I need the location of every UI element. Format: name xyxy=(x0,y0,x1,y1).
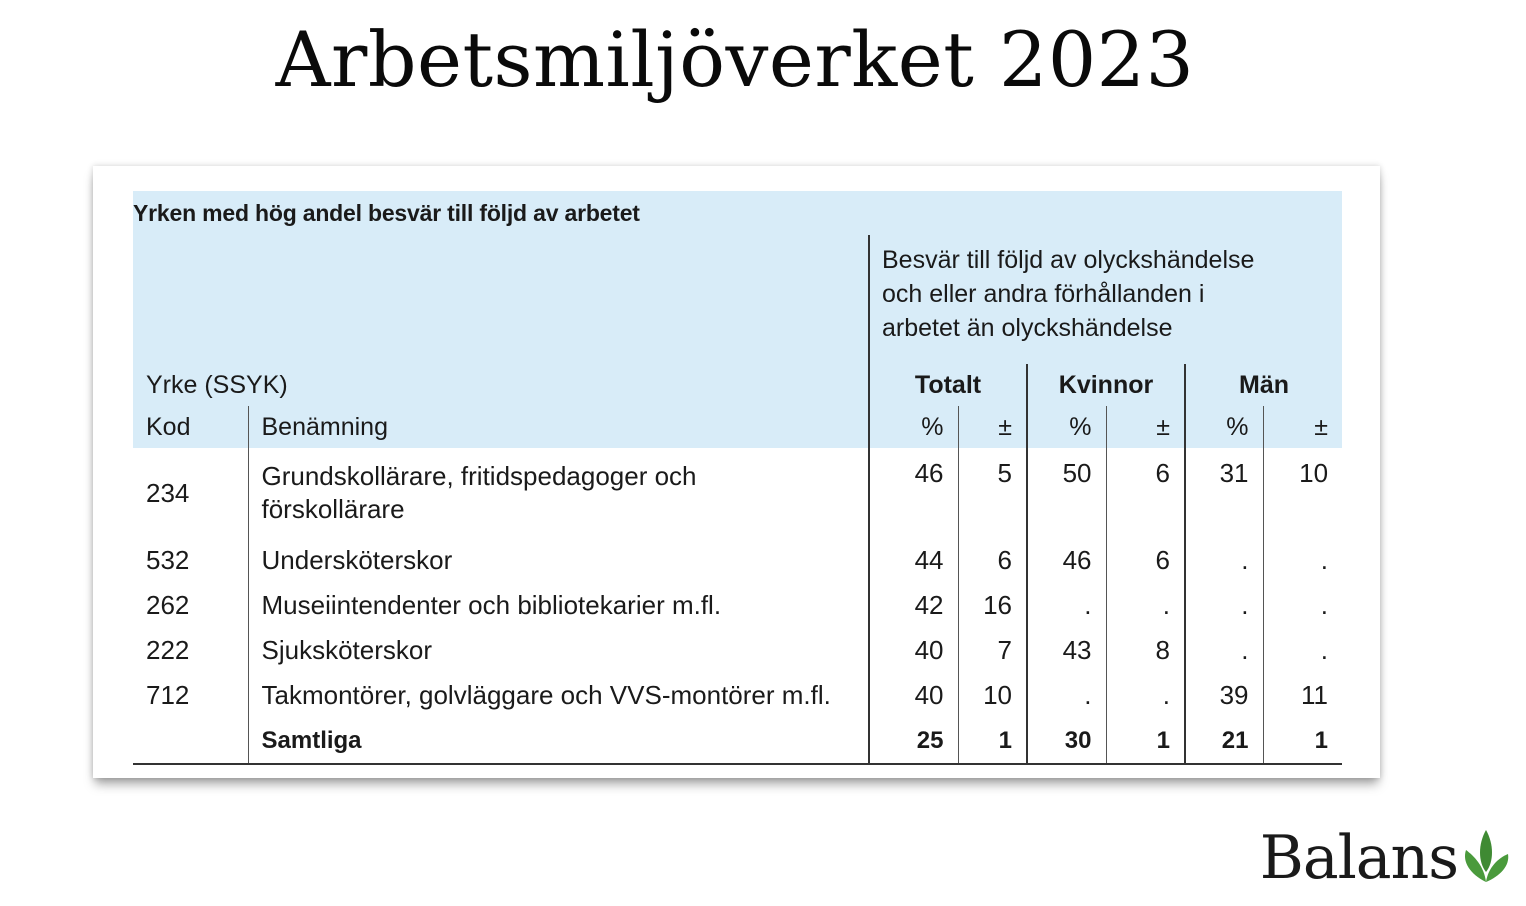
total-value: 21 xyxy=(1185,718,1263,764)
value-cell: 44 xyxy=(869,538,958,583)
row-code: 532 xyxy=(146,545,190,575)
value-cell: 11 xyxy=(1263,673,1342,718)
value-cell: 46 xyxy=(1027,538,1106,583)
row-name: Museiintendenter och bibliotekarier m.fl. xyxy=(248,583,869,628)
table-row xyxy=(133,448,1342,538)
description-line: Besvär till följd av olyckshändelse xyxy=(882,246,1255,274)
description-line: och eller andra förhållanden i xyxy=(882,280,1205,308)
value-cell: 40 xyxy=(869,628,958,673)
row-name-line: Grundskollärare, fritidspedagoger och xyxy=(261,461,697,491)
group-header-total: Totalt xyxy=(869,364,1027,406)
header-empty-cell xyxy=(133,235,869,364)
total-value: 30 xyxy=(1027,718,1106,764)
row-name: Takmontörer, golvläggare och VVS-montörer m.fl. xyxy=(248,673,869,718)
occupation-table xyxy=(133,191,1342,765)
row-code: 712 xyxy=(146,680,190,710)
table-row xyxy=(133,673,1342,718)
value-cell: 8 xyxy=(1106,628,1185,673)
value-cell: 40 xyxy=(869,673,958,718)
table-card xyxy=(93,166,1380,778)
description-line: arbetet än olyckshändelse xyxy=(882,314,1173,342)
total-label: Samtliga xyxy=(248,718,869,764)
value-cell: . xyxy=(1185,628,1263,673)
value-cell: 43 xyxy=(1027,628,1106,673)
percent-header: % xyxy=(1027,406,1106,448)
total-value: 25 xyxy=(869,718,958,764)
total-value: 1 xyxy=(1263,718,1342,764)
value-cell: 46 xyxy=(869,448,958,538)
value-cell: . xyxy=(1263,583,1342,628)
occupation-header: Yrke (SSYK) xyxy=(133,364,869,406)
row-name-line: förskollärare xyxy=(261,494,405,524)
logo-text: Balans xyxy=(1259,823,1458,893)
row-name xyxy=(248,448,869,538)
row-name: Undersköterskor xyxy=(248,538,869,583)
value-cell: . xyxy=(1263,628,1342,673)
margin-header: ± xyxy=(1106,406,1185,448)
value-cell: 6 xyxy=(1106,448,1185,538)
value-cell: 16 xyxy=(958,583,1027,628)
table-description xyxy=(869,235,1342,364)
value-cell: 6 xyxy=(958,538,1027,583)
value-cell: . xyxy=(1106,673,1185,718)
value-cell: . xyxy=(1027,583,1106,628)
value-cell: 10 xyxy=(958,673,1027,718)
balans-logo xyxy=(1259,818,1512,893)
total-row xyxy=(133,718,1342,764)
value-cell: . xyxy=(1263,538,1342,583)
row-code: 234 xyxy=(146,477,190,508)
value-cell: 39 xyxy=(1185,673,1263,718)
value-cell: 31 xyxy=(1185,448,1263,538)
code-header: Kod xyxy=(133,406,248,448)
table-row xyxy=(133,538,1342,583)
row-name: Sjuksköterskor xyxy=(248,628,869,673)
value-cell: 10 xyxy=(1263,448,1342,538)
value-cell: . xyxy=(1106,583,1185,628)
value-cell: . xyxy=(1185,583,1263,628)
group-header-men: Män xyxy=(1185,364,1342,406)
percent-header: % xyxy=(1185,406,1263,448)
table-row xyxy=(133,628,1342,673)
group-header-women: Kvinnor xyxy=(1027,364,1185,406)
row-code: 262 xyxy=(146,590,190,620)
row-code: 222 xyxy=(146,635,190,665)
table-row xyxy=(133,583,1342,628)
total-value: 1 xyxy=(958,718,1027,764)
slide-title: Arbetsmiljöverket 2023 xyxy=(275,15,1195,104)
total-value: 1 xyxy=(1106,718,1185,764)
value-cell: 42 xyxy=(869,583,958,628)
value-cell: 7 xyxy=(958,628,1027,673)
name-header: Benämning xyxy=(248,406,869,448)
value-cell: 50 xyxy=(1027,448,1106,538)
table-caption: Yrken med hög andel besvär till följd av arbetet xyxy=(133,191,1342,235)
percent-header: % xyxy=(869,406,958,448)
leaf-icon xyxy=(1460,826,1512,884)
total-code-empty xyxy=(133,718,248,764)
margin-header: ± xyxy=(958,406,1027,448)
value-cell: . xyxy=(1027,673,1106,718)
value-cell: . xyxy=(1185,538,1263,583)
value-cell: 5 xyxy=(958,448,1027,538)
value-cell: 6 xyxy=(1106,538,1185,583)
margin-header: ± xyxy=(1263,406,1342,448)
